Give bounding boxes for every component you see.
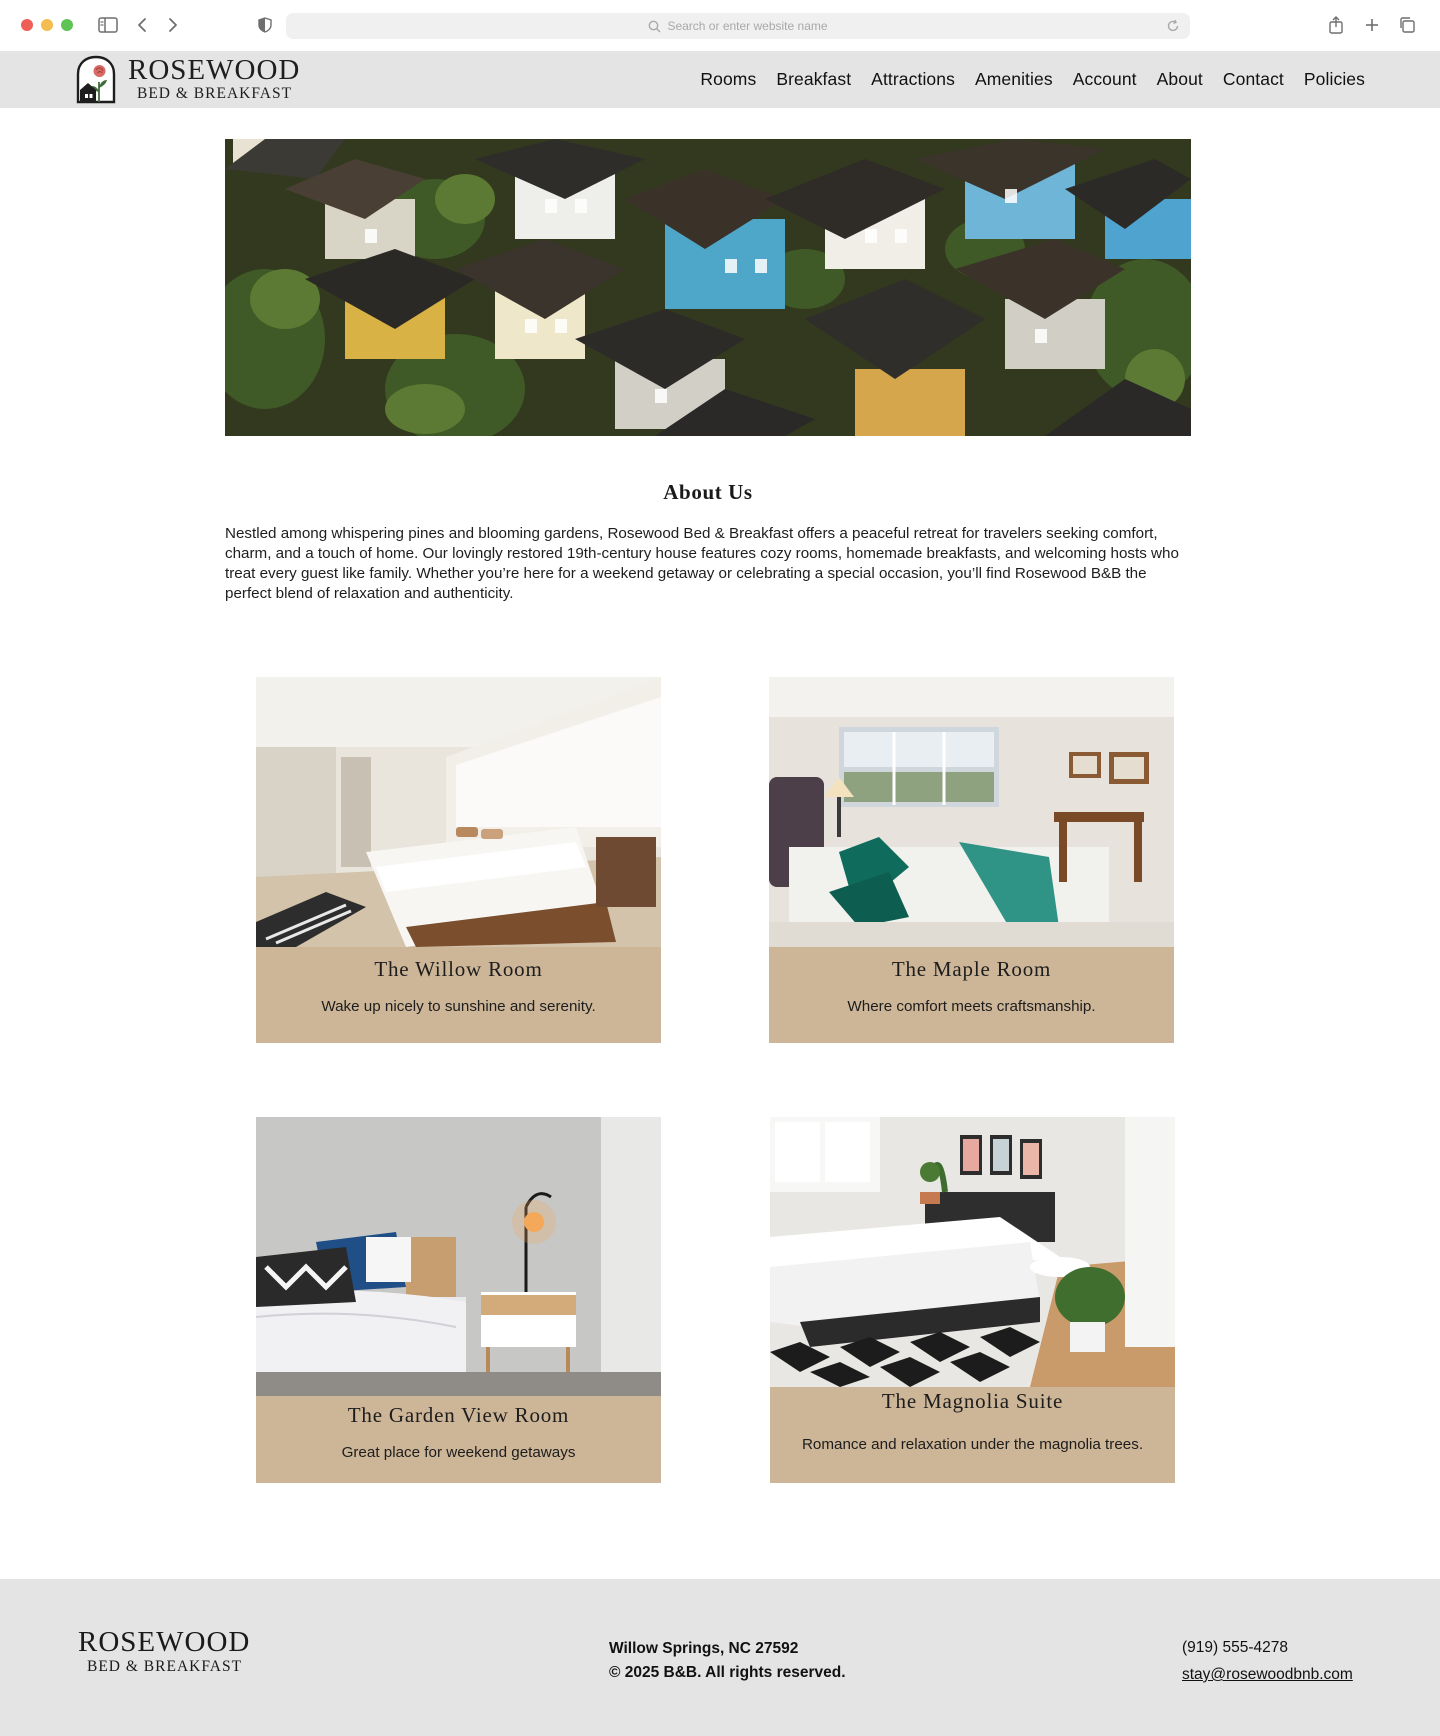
nav-rooms[interactable]: Rooms — [700, 69, 757, 89]
back-icon[interactable] — [131, 14, 153, 36]
address-placeholder: Search or enter website name — [667, 19, 828, 33]
about-text: Nestled among whispering pines and blooming gardens, Rosewood Bed & Breakfast offers a peaceful retreat for travelers seeking comfort, charm, and a touch of home. Our lovingly restored 19th-century house features cozy rooms, homemade breakfasts, and welcoming hosts who treat every guest like family. Whether you’re here for a weekend getaway or celebrating a special occasion, you’ll find Rosewood B&B the perfect blend of relaxation and authenticity. — [225, 525, 1179, 602]
hero-image — [225, 139, 1191, 436]
zoom-window-button[interactable] — [61, 19, 73, 31]
room-title[interactable]: The Garden View Room — [347, 1403, 570, 1427]
footer-contact-block — [1182, 1634, 1353, 1688]
share-icon[interactable] — [1325, 14, 1347, 36]
nav-account[interactable]: Account — [1072, 69, 1137, 89]
about-title: About Us — [663, 480, 753, 504]
room-description: Wake up nicely to sunshine and serenity. — [321, 998, 596, 1015]
footer-address: Willow Springs, NC 27592 — [609, 1640, 799, 1657]
footer-logo[interactable] — [78, 1627, 250, 1677]
rose-house-logo-icon — [74, 54, 118, 104]
footer-address-block — [609, 1637, 846, 1685]
reload-icon[interactable] — [1164, 17, 1182, 35]
room-description: Where comfort meets craftsmanship. — [847, 998, 1096, 1015]
search-icon — [648, 20, 661, 33]
room-card-maple[interactable] — [769, 677, 1174, 1043]
site-logo[interactable] — [74, 54, 300, 104]
room-title[interactable]: The Willow Room — [374, 957, 543, 981]
room-description: Romance and relaxation under the magnolia trees. — [801, 1436, 1144, 1453]
maple-room-photo — [769, 677, 1174, 947]
nav-breakfast[interactable]: Breakfast — [776, 69, 852, 89]
footer-copyright: © 2025 B&B. All rights reserved. — [609, 1664, 846, 1681]
footer-email-link[interactable]: stay@rosewoodbnb.com — [1182, 1666, 1353, 1683]
magnolia-suite-photo — [770, 1117, 1175, 1387]
nav-amenities[interactable]: Amenities — [974, 69, 1053, 89]
room-title[interactable]: The Magnolia Suite — [881, 1389, 1064, 1413]
tab-overview-icon[interactable] — [1396, 14, 1418, 36]
new-tab-icon[interactable] — [1361, 14, 1383, 36]
room-card-garden-view[interactable] — [256, 1117, 661, 1483]
room-card-magnolia[interactable] — [770, 1117, 1175, 1483]
nav-contact[interactable]: Contact — [1222, 69, 1284, 89]
logo-title: ROSEWOOD — [128, 54, 301, 86]
nav-attractions[interactable]: Attractions — [871, 69, 955, 89]
logo-subtitle: BED & BREAKFAST — [137, 85, 293, 102]
footer-logo-subtitle: BED & BREAKFAST — [87, 1658, 243, 1675]
room-card-willow[interactable] — [256, 677, 661, 1043]
footer-logo-title: ROSEWOOD — [78, 1626, 251, 1658]
site-footer — [0, 1579, 1440, 1736]
willow-room-photo — [256, 677, 661, 947]
nav-policies[interactable]: Policies — [1303, 69, 1365, 89]
minimize-window-button[interactable] — [41, 19, 53, 31]
close-window-button[interactable] — [21, 19, 33, 31]
browser-toolbar — [0, 0, 1440, 52]
nav-about[interactable]: About — [1156, 69, 1203, 89]
garden-view-room-photo — [256, 1117, 661, 1396]
sidebar-toggle-icon[interactable] — [97, 14, 119, 36]
room-description: Great place for weekend getaways — [341, 1444, 576, 1461]
forward-icon[interactable] — [162, 14, 184, 36]
footer-phone[interactable]: (919) 555-4278 — [1182, 1639, 1288, 1656]
main-nav — [700, 69, 1365, 90]
room-title[interactable]: The Maple Room — [891, 957, 1052, 981]
privacy-shield-icon[interactable] — [254, 14, 276, 36]
address-bar[interactable] — [286, 13, 1190, 39]
site-header — [0, 52, 1440, 108]
